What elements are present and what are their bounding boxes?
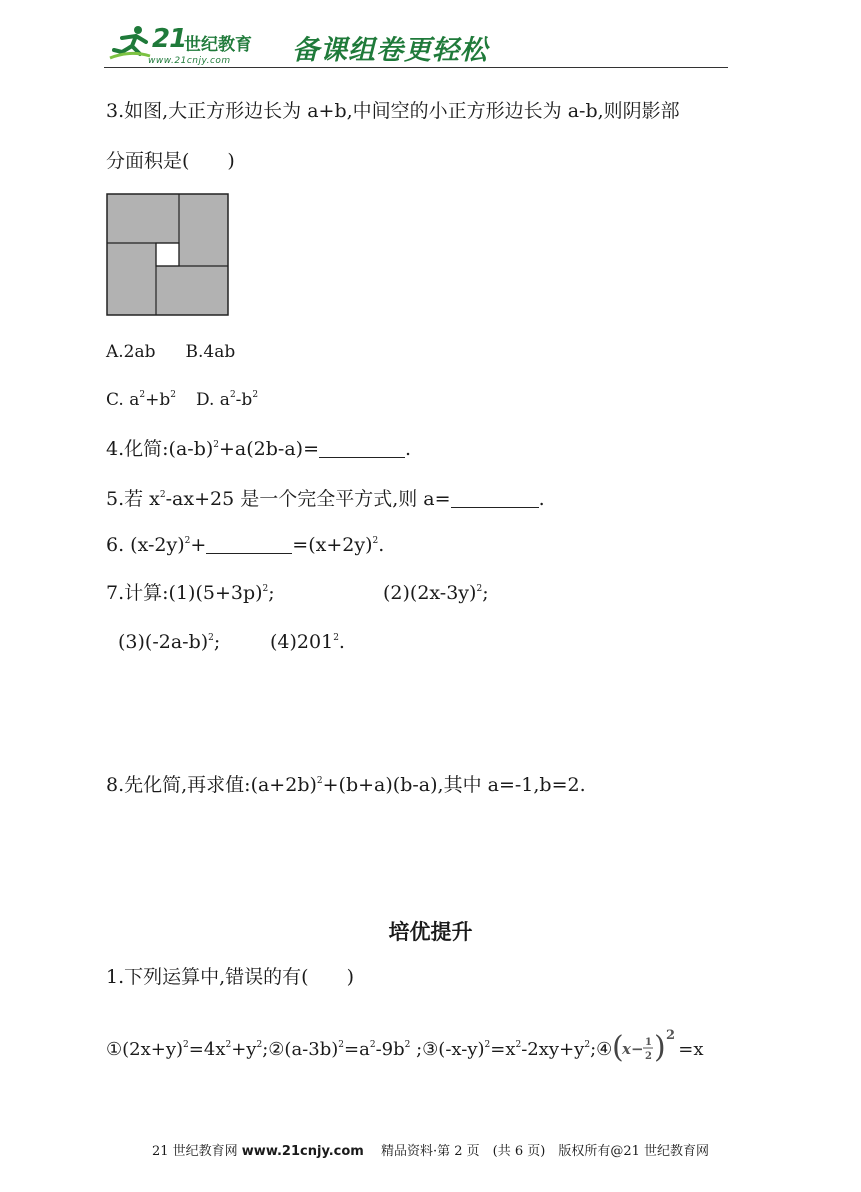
fraction-expression [612,1027,678,1067]
q4-line: 4.化简$:(a-b)^2+a(2b-a)=$ . [106,438,412,460]
q3-options-ab [106,340,235,364]
svg-text:1: 1 [645,1037,653,1048]
svg-text:): ) [654,1030,666,1065]
q7-part2: $(2)(2x-3y)^2$; [383,582,489,604]
header-slogan: 备课组卷更轻松 [292,35,488,66]
logo-number: 21 [152,24,187,54]
q6-line: 6. $(x-2y)^2+ =(x+2y)^2$. [106,534,385,556]
q3-option-a: A.2ab [106,342,156,362]
p1-item-3: $③(-x-y)^2=x^2-2xy+y^2$; [422,1039,597,1060]
q3-option-c: C. $a^2+b^2$ [106,390,176,410]
svg-text:2: 2 [645,1051,653,1062]
q7-part4: $(4)201^2$. [270,631,345,653]
svg-text:(: ( [612,1030,624,1065]
q3-options-cd [106,388,258,412]
p1-line1: 1.下列运算中,错误的有( ) [106,966,354,988]
p1-item-1: $①(2x+y)^2=4x^2+y^2$; [106,1039,269,1060]
page-header [104,22,728,70]
svg-text:2: 2 [666,1028,676,1043]
p1-item-4: ④ ( x− 1 2 ) 2 =x [596,1028,704,1065]
q5-line: 5.若 $x^2-ax+25$ 是一个完全平方式,则 a= . [106,488,545,510]
q7-part3: $(3)(-2a-b)^2$; [118,631,221,653]
q7-line1 [106,581,275,605]
footer-url[interactable]: www.21cnjy.com [241,1144,364,1159]
svg-text:x−: x− [622,1040,644,1058]
section-title: 培优提升 [388,920,473,944]
q3-line2: 分面积是( ) [106,150,235,172]
footer-info: 精品资料·第 2 页 (共 6 页) 版权所有@21 世纪教育网 [367,1144,710,1159]
q3-option-d: D. $a^2-b^2$ [195,390,259,410]
q8-line: 8.先化简,再求值$:(a+2b)^2+(b+a)(b-a)$,其中 a=-1,b=2. [106,774,586,796]
runner-logo-icon [108,24,152,64]
q3-option-b: B.4ab [185,342,236,362]
logo-text: 世纪教育 [184,35,252,55]
p1-item-2: $②(a-3b)^2=a^2-9b^2$ ; [268,1039,423,1060]
q5-answer-blank[interactable] [451,489,539,508]
footer-site: 21 世纪教育网 [151,1144,238,1159]
q7-part1: 7.计算$:(1)(5+3p)^2$; [106,582,275,604]
q4-answer-blank[interactable] [319,439,405,458]
header-divider [104,67,728,68]
q6-answer-blank[interactable] [206,535,292,554]
page-footer [0,1140,861,1159]
square-figure [106,193,229,316]
q3-line1: 3.如图,大正方形边长为 a+b,中间空的小正方形边长为 a-b,则阴影部 [106,100,680,122]
p1-items-line [106,1027,704,1067]
logo-url: www.21cnjy.com [148,56,231,66]
